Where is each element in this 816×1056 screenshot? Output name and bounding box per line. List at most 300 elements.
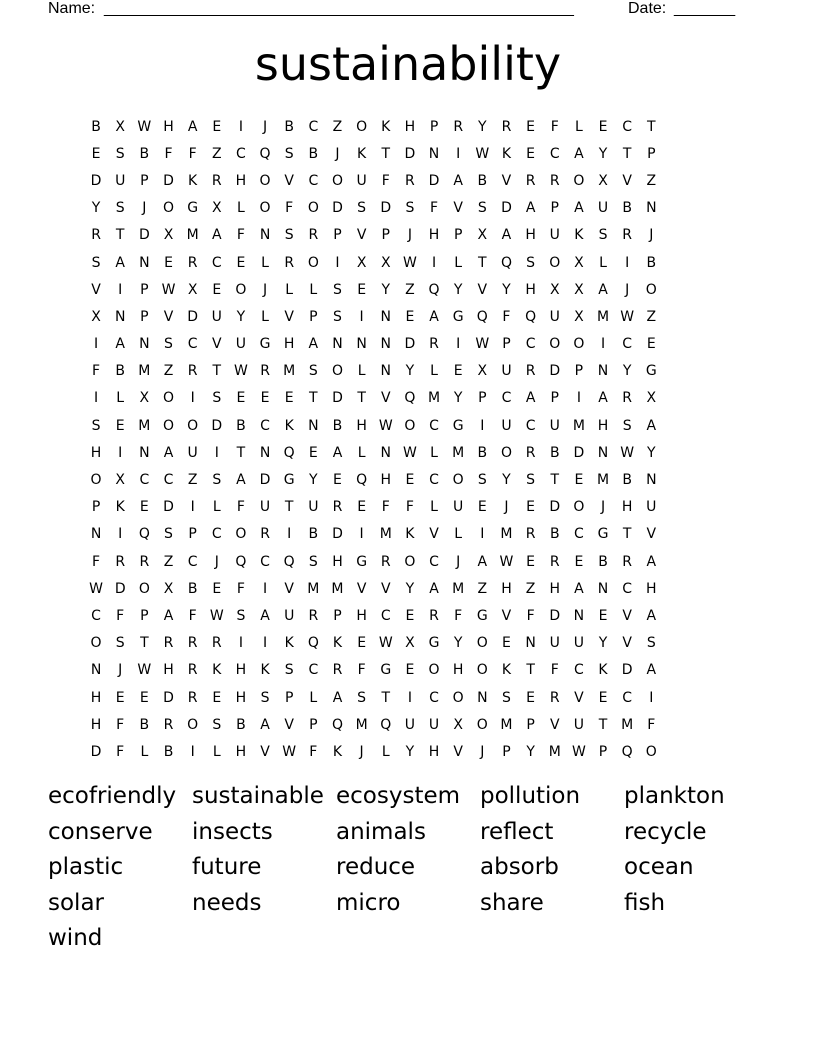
grid-letter: J — [262, 118, 268, 135]
grid-letter: Y — [405, 363, 415, 380]
grid-letter: Y — [453, 390, 463, 407]
grid-letter: H — [332, 553, 343, 570]
grid-letter: H — [90, 444, 102, 461]
grid-letter: Z — [332, 118, 343, 135]
grid-letter: O — [549, 254, 561, 271]
grid-letter: H — [356, 417, 367, 434]
grid-letter: O — [500, 444, 512, 461]
grid-letter: J — [504, 499, 509, 516]
grid-letter: B — [139, 145, 150, 162]
word-bank-item: needs — [192, 889, 262, 916]
grid-letter: A — [453, 172, 463, 189]
grid-letter: F — [357, 662, 366, 679]
grid-letter: A — [525, 390, 536, 407]
grid-letter: A — [260, 716, 270, 733]
grid-letter: R — [332, 499, 343, 516]
grid-letter: I — [287, 526, 292, 543]
grid-letter: X — [477, 363, 488, 380]
grid-letter: V — [163, 308, 174, 325]
grid-letter: T — [622, 526, 632, 543]
grid-letter: A — [260, 607, 270, 624]
grid-letter: L — [430, 444, 438, 461]
grid-letter: N — [308, 417, 319, 434]
grid-letter: B — [284, 118, 294, 135]
grid-letter: L — [357, 444, 366, 461]
grid-letter: E — [284, 390, 294, 407]
grid-letter: S — [308, 363, 318, 380]
word-bank-item: plankton — [624, 783, 725, 809]
grid-letter: I — [480, 526, 485, 543]
grid-letter: V — [284, 580, 294, 597]
grid-row — [84, 684, 744, 711]
grid-letter: G — [428, 635, 440, 652]
grid-letter: E — [453, 363, 463, 380]
grid-letter: D — [211, 417, 223, 434]
grid-letter: L — [599, 254, 607, 271]
grid-letter: O — [573, 336, 585, 353]
grid-letter: C — [187, 336, 198, 353]
grid-letter: W — [499, 553, 514, 570]
grid-letter: W — [378, 635, 393, 652]
grid-letter: V — [356, 580, 367, 597]
grid-row — [84, 494, 744, 521]
grid-letter: S — [405, 200, 415, 217]
word-bank-item: wind — [48, 925, 103, 951]
grid-letter: Z — [646, 308, 657, 325]
word-bank — [48, 780, 768, 958]
grid-letter: F — [236, 227, 245, 244]
grid-letter: H — [428, 227, 440, 244]
grid-letter: U — [259, 499, 271, 516]
grid-letter: M — [596, 472, 610, 489]
grid-letter: F — [430, 200, 439, 217]
grid-letter: N — [90, 526, 102, 543]
grid-letter: D — [380, 200, 392, 217]
grid-letter: H — [163, 118, 174, 135]
grid-letter: K — [381, 118, 391, 135]
grid-letter: I — [262, 580, 268, 597]
grid-letter: R — [380, 553, 391, 570]
grid-letter: A — [574, 200, 584, 217]
grid-letter: A — [646, 553, 657, 570]
grid-letter: S — [284, 145, 294, 162]
grid-letter: N — [139, 336, 150, 353]
grid-letter: I — [190, 743, 195, 760]
grid-letter: B — [549, 444, 560, 461]
grid-letter: R — [525, 172, 536, 189]
grid-letter: T — [115, 227, 125, 244]
grid-row — [84, 113, 744, 140]
grid-letter: A — [332, 689, 343, 706]
grid-letter: O — [476, 635, 488, 652]
grid-letter: A — [332, 444, 343, 461]
grid-letter: H — [356, 607, 367, 624]
grid-letter: I — [262, 635, 268, 652]
grid-letter: C — [573, 526, 584, 543]
grid-letter: D — [332, 390, 343, 407]
grid-letter: O — [138, 580, 150, 597]
grid-letter: E — [574, 553, 584, 570]
grid-letter: A — [525, 200, 536, 217]
grid-letter: B — [163, 743, 174, 760]
grid-row — [84, 276, 744, 303]
grid-letter: E — [212, 281, 222, 298]
grid-letter: P — [478, 390, 487, 407]
grid-letter: D — [114, 580, 126, 597]
grid-letter: S — [646, 635, 656, 652]
grid-letter: D — [621, 662, 633, 679]
grid-letter: I — [214, 444, 219, 461]
grid-letter: E — [236, 254, 246, 271]
grid-letter: D — [163, 499, 174, 516]
grid-letter: B — [236, 716, 246, 733]
grid-letter: U — [501, 417, 512, 434]
grid-row — [84, 738, 744, 765]
grid-letter: T — [647, 118, 656, 135]
grid-letter: L — [212, 743, 221, 760]
grid-letter: U — [356, 172, 367, 189]
grid-letter: U — [235, 336, 247, 353]
grid-letter: Q — [404, 390, 416, 407]
grid-letter: B — [115, 363, 126, 380]
grid-letter: K — [501, 662, 512, 679]
grid-letter: M — [307, 580, 320, 597]
grid-letter: A — [163, 444, 174, 461]
grid-letter: S — [164, 526, 173, 543]
word-bank-item: reflect — [480, 818, 554, 845]
grid-letter: L — [381, 743, 390, 760]
grid-letter: X — [211, 200, 222, 217]
grid-letter: E — [333, 472, 342, 489]
grid-letter: W — [161, 281, 176, 298]
grid-letter: H — [621, 499, 633, 516]
grid-letter: J — [480, 743, 485, 760]
word-bank-item: micro — [336, 889, 401, 916]
grid-letter: V — [622, 172, 632, 189]
grid-letter: O — [235, 526, 247, 543]
grid-letter: F — [550, 662, 559, 679]
grid-letter: J — [625, 281, 630, 298]
page-title: sustainability — [254, 37, 562, 91]
grid-letter: Y — [236, 308, 246, 325]
grid-letter: H — [428, 743, 440, 760]
grid-letter: E — [405, 472, 415, 489]
grid-letter: K — [260, 662, 270, 679]
grid-letter: P — [188, 526, 197, 543]
grid-letter: I — [456, 145, 461, 162]
grid-letter: C — [573, 662, 584, 679]
grid-row — [84, 548, 744, 575]
grid-letter: O — [356, 118, 368, 135]
grid-letter: F — [647, 716, 656, 733]
grid-letter: Y — [453, 281, 463, 298]
grid-letter: R — [308, 607, 319, 624]
grid-letter: O — [331, 172, 343, 189]
grid-letter: I — [431, 254, 437, 271]
grid-letter: V — [453, 200, 463, 217]
grid-letter: C — [91, 607, 101, 624]
grid-letter: N — [139, 444, 150, 461]
grid-letter: D — [404, 145, 416, 162]
grid-letter: X — [91, 308, 101, 325]
grid-letter: R — [622, 227, 633, 244]
word-bank-item: sustainable — [192, 783, 324, 809]
grid-letter: R — [187, 662, 198, 679]
grid-letter: S — [333, 281, 342, 298]
grid-letter: K — [212, 662, 222, 679]
grid-letter: B — [477, 444, 488, 461]
grid-letter: E — [502, 635, 511, 652]
grid-letter: B — [332, 417, 343, 434]
name-label: Name: — [48, 0, 96, 17]
grid-letter: E — [598, 689, 608, 706]
grid-letter: W — [475, 145, 490, 162]
grid-letter: O — [162, 390, 174, 407]
grid-letter: P — [140, 281, 149, 298]
grid-letter: S — [357, 200, 367, 217]
grid-letter: T — [526, 662, 535, 679]
grid-letter: Y — [91, 200, 101, 217]
grid-letter: H — [90, 716, 102, 733]
grid-letter: X — [646, 390, 657, 407]
grid-letter: B — [308, 145, 319, 162]
grid-row — [84, 167, 744, 194]
grid-letter: Z — [477, 580, 488, 597]
grid-letter: H — [404, 118, 416, 135]
grid-letter: H — [235, 689, 247, 706]
grid-letter: S — [333, 308, 342, 325]
grid-row — [84, 412, 744, 439]
grid-letter: M — [379, 526, 392, 543]
grid-letter: J — [359, 743, 364, 760]
grid-letter: V — [622, 607, 632, 624]
grid-letter: A — [211, 227, 222, 244]
grid-letter: N — [380, 444, 391, 461]
grid-letter: T — [478, 254, 487, 271]
grid-letter: K — [357, 145, 367, 162]
grid-letter: L — [140, 743, 149, 760]
grid-letter: N — [597, 363, 609, 380]
grid-letter: B — [622, 200, 632, 217]
grid-letter: O — [452, 472, 464, 489]
grid-letter: K — [284, 417, 294, 434]
grid-letter: M — [283, 363, 296, 380]
grid-letter: V — [622, 635, 632, 652]
grid-letter: L — [430, 363, 438, 380]
grid-letter: S — [91, 417, 101, 434]
grid-letter: U — [501, 363, 512, 380]
grid-letter: V — [356, 227, 367, 244]
grid-letter: Z — [163, 363, 174, 380]
grid-letter: D — [332, 200, 343, 217]
grid-letter: E — [405, 662, 415, 679]
grid-letter: W — [137, 662, 152, 679]
grid-letter: O — [187, 417, 199, 434]
grid-letter: G — [452, 308, 464, 325]
grid-letter: Q — [307, 635, 319, 652]
grid-letter: B — [549, 526, 560, 543]
grid-letter: O — [645, 743, 657, 760]
grid-letter: I — [238, 635, 243, 652]
grid-letter: J — [600, 499, 606, 516]
word-bank-item: ecofriendly — [48, 783, 177, 809]
grid-letter: L — [454, 526, 463, 543]
grid-letter: Q — [428, 281, 440, 298]
grid-letter: C — [622, 689, 633, 706]
grid-letter: Y — [381, 281, 391, 298]
grid-letter: A — [574, 580, 584, 597]
word-bank-item: share — [480, 889, 544, 916]
grid-letter: C — [429, 472, 439, 489]
grid-letter: S — [115, 145, 125, 162]
grid-row — [84, 439, 744, 466]
grid-letter: Q — [621, 743, 633, 760]
word-bank-item: solar — [48, 889, 104, 916]
grid-letter: Z — [211, 145, 222, 162]
grid-letter: B — [236, 417, 246, 434]
grid-letter: Y — [453, 635, 463, 652]
grid-letter: M — [331, 580, 344, 597]
grid-letter: O — [573, 172, 585, 189]
grid-letter: H — [283, 336, 295, 353]
grid-letter: E — [526, 118, 536, 135]
grid-letter: I — [94, 336, 99, 353]
grid-letter: M — [500, 716, 513, 733]
grid-letter: F — [188, 607, 197, 624]
grid-letter: F — [116, 607, 125, 624]
word-bank-item: animals — [336, 818, 426, 845]
grid-letter: Z — [163, 553, 174, 570]
grid-letter: U — [404, 716, 416, 733]
grid-letter: O — [307, 200, 319, 217]
grid-letter: O — [452, 689, 464, 706]
grid-letter: J — [118, 662, 123, 679]
grid-letter: C — [429, 553, 439, 570]
grid-letter: U — [115, 172, 126, 189]
grid-letter: G — [187, 200, 199, 217]
grid-letter: D — [332, 526, 343, 543]
grid-letter: S — [260, 689, 270, 706]
grid-letter: W — [402, 254, 417, 271]
grid-letter: R — [139, 553, 150, 570]
grid-letter: E — [164, 254, 173, 271]
grid-letter: W — [620, 308, 635, 325]
grid-letter: S — [526, 472, 536, 489]
grid-letter: A — [646, 662, 657, 679]
grid-letter: R — [549, 172, 560, 189]
grid-letter: H — [501, 580, 512, 597]
grid-letter: K — [332, 635, 343, 652]
grid-letter: O — [259, 172, 271, 189]
grid-letter: X — [380, 254, 391, 271]
grid-letter: P — [140, 607, 149, 624]
grid-letter: Y — [622, 363, 632, 380]
grid-letter: D — [187, 308, 199, 325]
grid-letter: R — [284, 254, 295, 271]
grid-letter: G — [259, 336, 271, 353]
grid-letter: E — [212, 689, 222, 706]
grid-letter: C — [308, 118, 319, 135]
grid-letter: W — [475, 336, 490, 353]
grid-letter: M — [355, 716, 368, 733]
grid-letter: S — [622, 417, 632, 434]
grid-letter: O — [476, 716, 488, 733]
grid-letter: V — [549, 716, 560, 733]
word-bank-item: ecosystem — [336, 783, 461, 809]
grid-letter: X — [574, 308, 584, 325]
grid-letter: A — [308, 336, 319, 353]
grid-letter: R — [525, 526, 536, 543]
grid-letter: Y — [405, 580, 415, 597]
grid-letter: U — [187, 444, 198, 461]
grid-row — [84, 303, 744, 330]
grid-letter: V — [574, 689, 584, 706]
grid-letter: R — [211, 635, 222, 652]
grid-letter: N — [597, 444, 609, 461]
grid-letter: H — [646, 580, 657, 597]
grid-letter: V — [646, 526, 657, 543]
grid-letter: R — [453, 118, 464, 135]
grid-letter: E — [260, 390, 270, 407]
grid-letter: Q — [283, 444, 295, 461]
grid-letter: U — [549, 417, 560, 434]
grid-letter: O — [428, 662, 440, 679]
grid-letter: S — [212, 472, 222, 489]
grid-letter: R — [622, 390, 633, 407]
grid-letter: F — [502, 308, 511, 325]
grid-letter: O — [476, 662, 488, 679]
grid-letter: A — [646, 417, 657, 434]
grid-letter: W — [209, 607, 224, 624]
grid-letter: F — [381, 172, 390, 189]
grid-letter: D — [163, 172, 174, 189]
grid-letter: N — [380, 336, 391, 353]
grid-letter: Q — [259, 145, 271, 162]
grid-letter: H — [525, 281, 536, 298]
grid-letter: D — [549, 363, 561, 380]
grid-letter: R — [308, 227, 319, 244]
word-bank-item: recycle — [624, 818, 707, 845]
grid-letter: H — [452, 662, 464, 679]
grid-letter: B — [477, 172, 488, 189]
grid-row — [84, 575, 744, 602]
grid-letter: V — [380, 390, 391, 407]
grid-letter: O — [162, 200, 174, 217]
date-blank-line: _______ — [674, 0, 735, 17]
word-bank-item: absorb — [480, 854, 559, 880]
grid-letter: J — [649, 227, 654, 244]
grid-letter: F — [309, 743, 318, 760]
grid-letter: Q — [525, 308, 537, 325]
grid-letter: C — [260, 553, 270, 570]
grid-letter: R — [260, 363, 270, 380]
grid-letter: W — [402, 444, 417, 461]
grid-letter: C — [429, 417, 439, 434]
grid-letter: M — [452, 580, 465, 597]
grid-letter: A — [187, 118, 198, 135]
grid-letter: U — [597, 200, 609, 217]
grid-letter: S — [91, 254, 101, 271]
grid-letter: P — [333, 607, 342, 624]
grid-letter: F — [381, 499, 390, 516]
grid-letter: M — [138, 363, 151, 380]
grid-row — [84, 358, 744, 385]
grid-letter: P — [140, 172, 149, 189]
grid-letter: Z — [187, 472, 198, 489]
grid-letter: N — [90, 662, 102, 679]
grid-letter: F — [550, 118, 559, 135]
grid-letter: D — [259, 472, 271, 489]
